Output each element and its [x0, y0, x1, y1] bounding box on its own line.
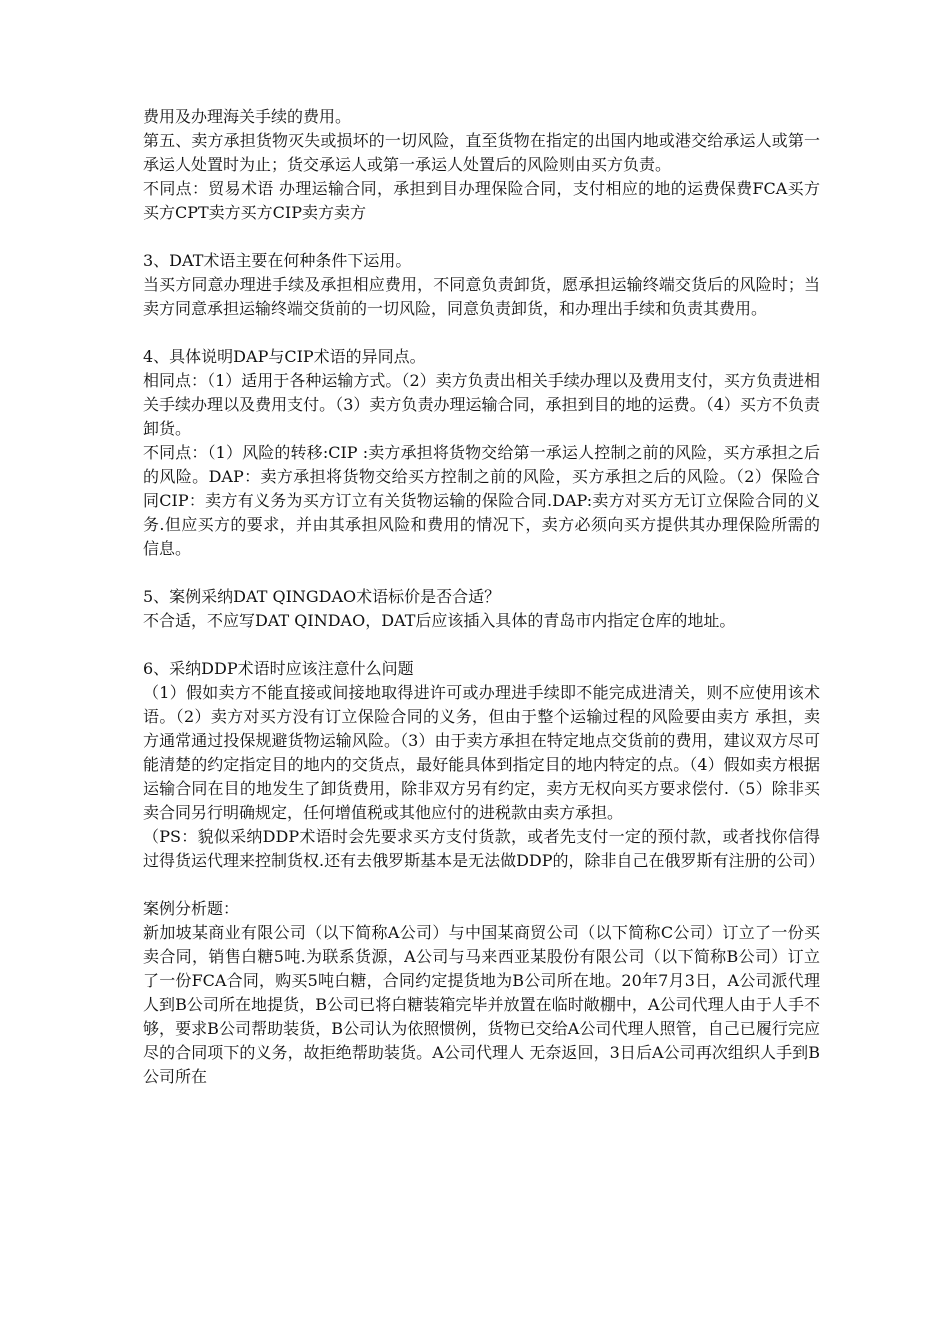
q4-similarities: 相同点：（1）适用于各种运输方式。（2）卖方负责出相关手续办理以及费用支付，买方负责进相关手续办理以及费用支付。（3）卖方负责办理运输合同，承担到目的地的运费。（4）买方不负责卸货。: [143, 371, 820, 438]
q6-answer: （1）假如卖方不能直接或间接地取得进许可或办理进手续即不能完成进清关，则不应使用该术语。（2）卖方对买方没有订立保险合同的义务，但由于整个运输过程的风险要由卖方 承担，卖方通常通过投保规避货物运输风险。（3）由于卖方承担在特定地点交货前的费用，建议双方尽可能清楚的约定指定目的地内的交货点，最好能具体到指定目的地内特定的点。（4）假如卖方根据运输合同在目的地发生了卸货费用，除非双方另有约定，卖方无权向买方要求偿付.（5）除非买卖合同另行明确规定，任何增值税或其他应付的进税款由卖方承担。: [143, 683, 820, 822]
q4-differences: 不同点：（1）风险的转移:CIP :卖方承担将货物交给第一承运人控制之前的风险，买方承担之后的风险。DAP：卖方承担将货物交给买方控制之前的风险，买方承担之后的风险。（2）保险合同CIP：卖方有义务为买方订立有关货物运输的保险合同.DAP:卖方对买方无订立保险合同的义务.但应买方的要求，并由其承担风险和费用的情况下，卖方必须向买方提供其办理保险所需的信息。: [143, 443, 820, 558]
q4-heading: 4、具体说明DAP与CIP术语的异同点。: [143, 347, 426, 366]
q3-answer: 当买方同意办理进手续及承担相应费用，不同意负责卸货，愿承担运输终端交货后的风险时；当卖方同意承担运输终端交货前的一切风险，同意负责卸货，和办理出手续和负责其费用。: [143, 275, 820, 318]
document-page: [143, 105, 825, 1089]
paragraph-differences-table: 不同点：贸易术语 办理运输合同，承担到目办理保险合同，支付相应的地的运费保费FCA买方买方CPT卖方买方CIP卖方卖方: [143, 179, 820, 222]
blank-line: [143, 633, 820, 657]
q6-heading: 6、采纳DDP术语时应该注意什么问题: [143, 659, 414, 678]
blank-line: [143, 321, 820, 345]
blank-line: [143, 873, 820, 897]
paragraph-fifth-risk: 第五、卖方承担货物灭失或损坏的一切风险，直至货物在指定的出国内地或港交给承运人或第一承运人处置时为止；货交承运人或第一承运人处置后的风险则由买方负责。: [143, 131, 820, 174]
paragraph-fee-tail: 费用及办理海关手续的费用。: [143, 107, 352, 126]
case-body: 新加坡某商业有限公司（以下简称A公司）与中国某商贸公司（以下简称C公司）订立了一份买卖合同，销售白糖5吨.为联系货源，A公司与马来西亚某股份有限公司（以下简称B公司）订立了一份FCA合同，购买5吨白糖，合同约定提货地为B公司所在地。20年7月3日，A公司派代理人到B公司所在地提货，B公司已将白糖装箱完毕并放置在临时敞棚中，A公司代理人由于人手不够，要求B公司帮助装货，B公司认为依照惯例，货物已交给A公司代理人照管，自己已履行完应尽的合同项下的义务，故拒绝帮助装货。A公司代理人 无奈返回，3日后A公司再次组织人手到B公司所在: [143, 923, 820, 1086]
blank-line: [143, 561, 820, 585]
q5-answer: 不合适，不应写DAT QINDAO，DAT后应该插入具体的青岛市内指定仓库的地址。: [143, 611, 736, 630]
case-heading: 案例分析题：: [143, 899, 240, 918]
q6-ps-note: （PS：貌似采纳DDP术语时会先要求买方支付货款，或者先支付一定的预付款，或者找你信得过得货运代理来控制货权.还有去俄罗斯基本是无法做DDP的，除非自己在俄罗斯有注册的公司）: [143, 827, 825, 870]
q3-heading: 3、DAT术语主要在何种条件下运用。: [143, 251, 412, 270]
blank-line: [143, 225, 820, 249]
q5-heading: 5、案例采纳DAT QINGDAO术语标价是否合适？: [143, 587, 501, 606]
